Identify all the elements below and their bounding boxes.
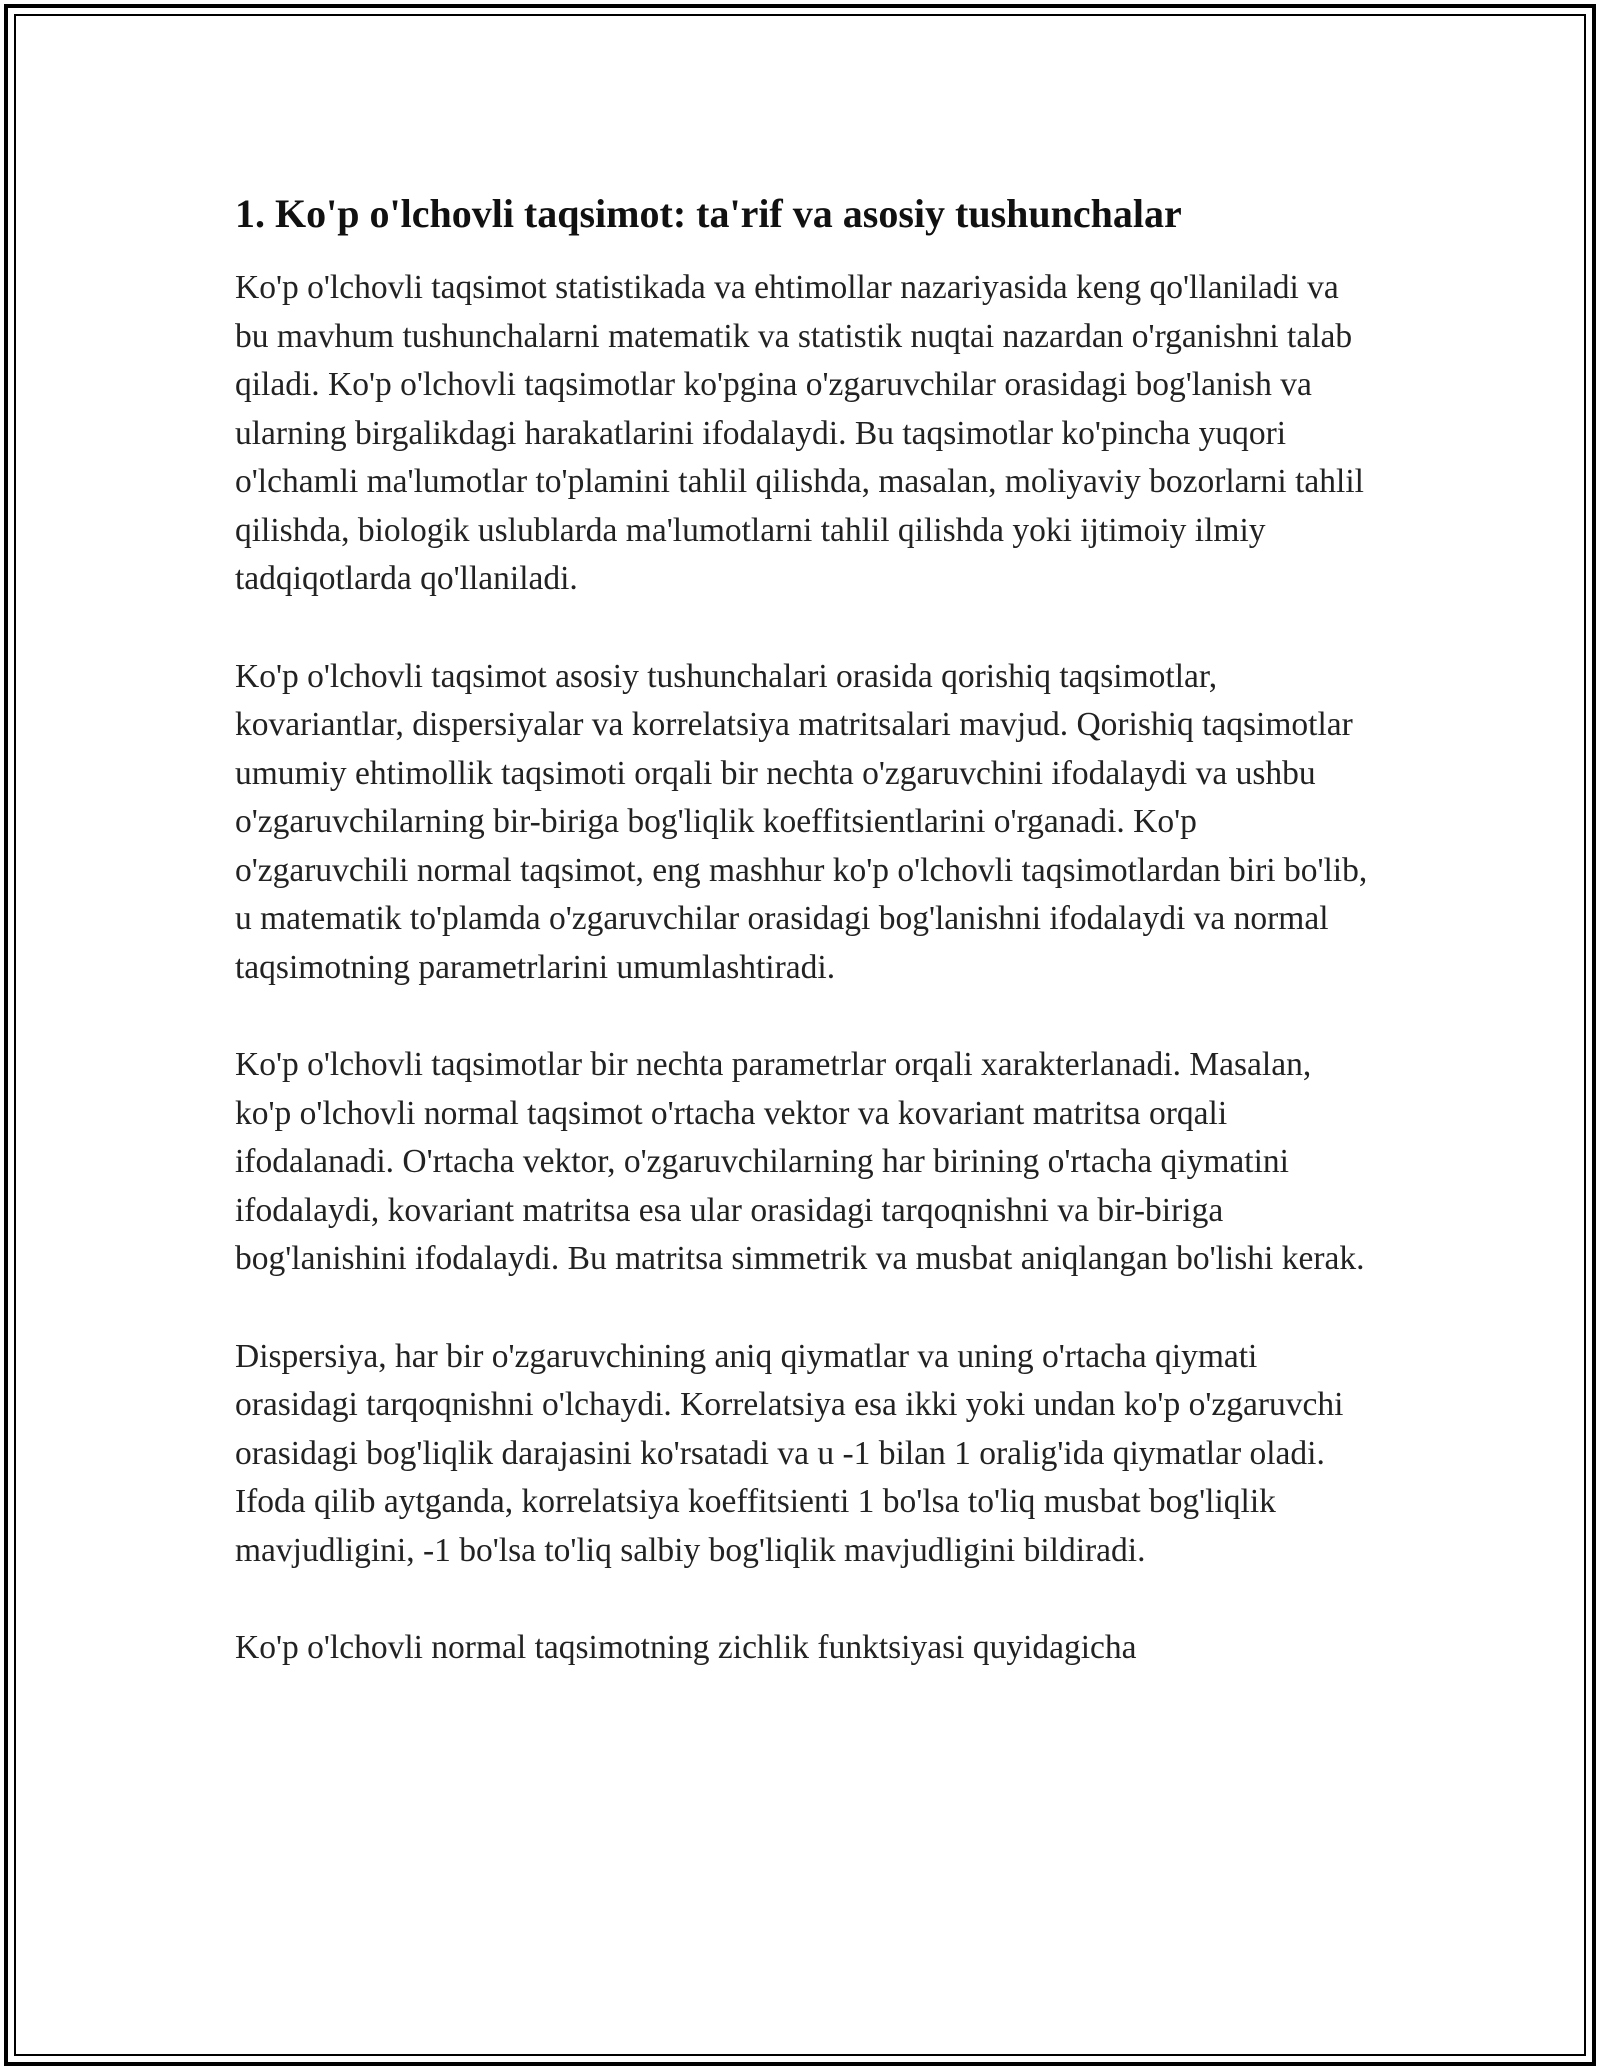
paragraph-density-function: Ko'p o'lchovli normal taqsimotning zichlik funktsiyasi quyidagicha (235, 1629, 1137, 1666)
paragraph-basic-concepts: Ko'p o'lchovli taqsimot asosiy tushunchalari orasida qorishiq taqsimotlar, kovariantlar, dispersiyalar va korrelatsiya matritsalari mavjud. Qorishiq taqsimotlar umumiy ehtimollik taqsimoti orqali bir nechta o'zgaruvchini ifodalaydi va ushbu o'zgaruvchilarning bir-biriga bog'liqlik koeffitsientlarini o'rganadi. Ko'p o'zgaruvchili normal taqsimot, eng mashhur ko'p o'lchovli taqsimotlardan biri bo'lib, u matematik to'plamda o'zgaruvchilar orasidagi bog'lanishni ifodalaydi va normal taqsimotning parametrlarini umumlashtiradi. (235, 657, 1368, 986)
paragraph-definition: Ko'p o'lchovli taqsimot statistikada va ehtimollar nazariyasida keng qo'llaniladi va bu mavhum tushunchalarni matematik va statistik nuqtai nazardan o'rganishni talab qiladi. Ko'p o'lchovli taqsimotlar ko'pgina o'zgaruvchilar orasidagi bog'lanish va ularning birgalikdagi harakatlarini ifodalaydi. Bu taqsimotlar ko'pincha yuqori o'lchamli ma'lumotlar to'plamini tahlil qilishda, masalan, moliyaviy bozorlarni tahlil qilishda, biologik uslublarda ma'lumotlarni tahlil qilishda yoki ijtimoiy ilmiy tadqiqotlarda qo'llaniladi. (235, 269, 1364, 597)
paragraph-dispersion-correlation: Dispersiya, har bir o'zgaruvchining aniq qiymatlar va uning o'rtacha qiymati orasidagi tarqoqnishni o'lchaydi. Korrelatsiya esa ikki yoki undan ko'p o'zgaruvchi orasidagi bog'liqlik darajasini ko'rsatadi va u -1 bilan 1 oralig'ida qiymatlar oladi. Ifoda qilib aytganda, korrelatsiya koeffitsienti 1 bo'lsa to'liq musbat bog'liqlik mavjudligini, -1 bo'lsa to'liq salbiy bog'liqlik mavjudligini bildiradi. (235, 1337, 1344, 1569)
document-body (235, 188, 1375, 1722)
section-heading: 1. Ko'p o'lchovli taqsimot: ta'rif va asosiy tushunchalar (235, 191, 1182, 236)
paragraph-parameters: Ko'p o'lchovli taqsimotlar bir nechta parametrlar orqali xarakterlanadi. Masalan, ko'p o'lchovli normal taqsimot o'rtacha vektor va kovariant matritsa orqali ifodalanadi. O'rtacha vektor, o'zgaruvchilarning har birining o'rtacha qiymatini ifodalaydi, kovariant matritsa esa ular orasidagi tarqoqnishni va bir-biriga bog'lanishini ifodalaydi. Bu matritsa simmetrik va musbat aniqlangan bo'lishi kerak. (235, 1046, 1365, 1277)
